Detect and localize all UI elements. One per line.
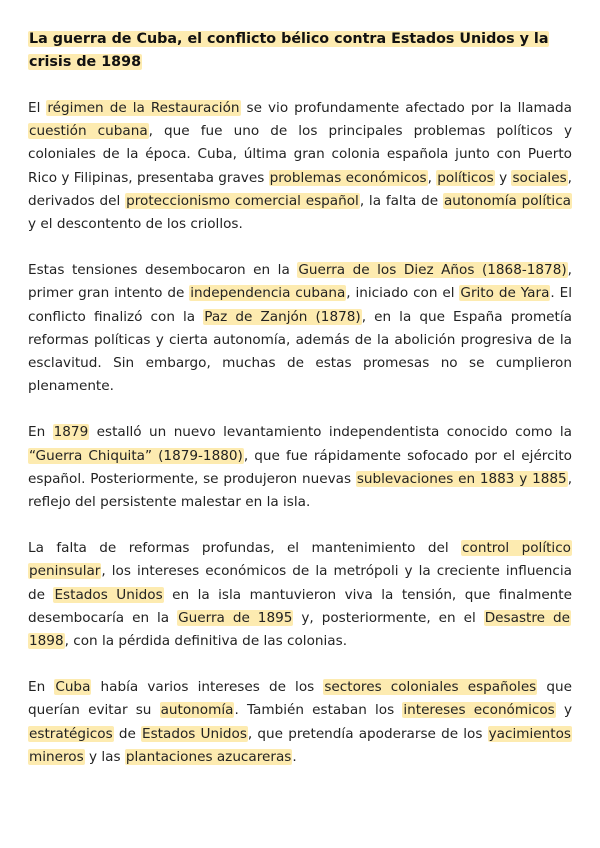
paragraph-text: . El conflicto finalizó con la bbox=[28, 285, 572, 325]
document-title bbox=[28, 28, 572, 74]
paragraph-text: y bbox=[494, 169, 512, 186]
highlighted-term: independencia cubana bbox=[190, 285, 346, 302]
document-page bbox=[28, 28, 572, 792]
paragraph-text: y, posteriormente, en el bbox=[293, 609, 484, 626]
paragraph-text: , los intereses económicos de la metrópoli y la creciente influencia de bbox=[28, 563, 572, 603]
paragraph-text: Estas tensiones desembocaron en la bbox=[28, 262, 298, 279]
highlighted-term: problemas económicos bbox=[269, 169, 427, 186]
paragraph-text: . También estaban los bbox=[234, 702, 403, 719]
paragraph-text: , con la pérdida definitiva de las colonias. bbox=[64, 633, 348, 650]
highlighted-term: autonomía bbox=[160, 702, 234, 719]
highlighted-term: régimen de la Restauración bbox=[47, 100, 240, 116]
paragraph-text: y las bbox=[84, 748, 125, 765]
paragraph-text: , en la que España prometía reformas políticas y cierta autonomía, además de la abolición progresiva de la esclavitud. Sin embargo, muchas de estas promesas no se cumplieron plenamente. bbox=[28, 308, 572, 395]
highlighted-term: estratégicos bbox=[29, 725, 113, 742]
paragraph-text: en la isla mantuvieron viva la tensión, que finalmente desembocaría en la bbox=[28, 586, 572, 626]
paragraph bbox=[28, 97, 572, 236]
paragraph-text: , reflejo del persistente malestar en la isla. bbox=[28, 470, 573, 511]
highlighted-term: políticos bbox=[437, 169, 494, 186]
paragraph-text: y el descontento de los criollos. bbox=[28, 216, 243, 233]
highlighted-term: sublevaciones en 1883 y 1885 bbox=[356, 470, 567, 487]
document-title-text: La guerra de Cuba, el conflicto bélico contra Estados Unidos y la crisis de 1898 bbox=[29, 31, 549, 70]
paragraph-text: había varios intereses de los bbox=[91, 679, 324, 696]
highlighted-term: Cuba bbox=[55, 679, 91, 696]
highlighted-term: cuestión cubana bbox=[29, 123, 148, 140]
paragraph-text: , la falta de bbox=[359, 192, 443, 209]
paragraph-text: El bbox=[28, 100, 47, 116]
highlighted-term: control político peninsular bbox=[29, 540, 571, 580]
paragraph-text: , bbox=[427, 169, 437, 186]
paragraph bbox=[28, 537, 572, 653]
paragraph-text: , derivados del bbox=[28, 169, 572, 209]
highlighted-term: sectores coloniales españoles bbox=[324, 679, 537, 696]
paragraph-text: , primer gran intento de bbox=[28, 262, 572, 302]
document-body bbox=[28, 97, 572, 769]
highlighted-term: proteccionismo comercial español bbox=[126, 192, 359, 209]
highlighted-term: autonomía política bbox=[443, 192, 572, 209]
highlighted-term: Desastre de 1898 bbox=[29, 609, 570, 650]
paragraph bbox=[28, 259, 572, 398]
paragraph bbox=[28, 421, 572, 514]
highlighted-term: “Guerra Chiquita” (1879-1880) bbox=[29, 447, 243, 464]
highlighted-term: Guerra de los Diez Años (1868-1878) bbox=[298, 262, 567, 279]
highlighted-term: 1879 bbox=[53, 424, 89, 441]
paragraph-text: La falta de reformas profundas, el mantenimiento del bbox=[28, 540, 462, 557]
highlighted-term: Estados Unidos bbox=[54, 586, 163, 603]
paragraph-text: . bbox=[292, 748, 297, 765]
highlighted-term: sociales bbox=[512, 169, 567, 186]
highlighted-term: plantaciones azucareras bbox=[125, 748, 292, 765]
paragraph-text: En bbox=[28, 679, 55, 696]
paragraph-text: de bbox=[113, 725, 142, 742]
paragraph-text: , que fue rápidamente sofocado por el ejército español. Posteriormente, se produjeron nuevas bbox=[28, 447, 572, 487]
highlighted-term: Grito de Yara bbox=[460, 285, 550, 302]
paragraph-text: , que pretendía apoderarse de los bbox=[247, 725, 488, 742]
paragraph-text: En bbox=[28, 424, 53, 441]
paragraph-text: , que fue uno de los principales problemas políticos y coloniales de la época. Cuba, última gran colonia española junto con Puerto Rico y Filipinas, presentaba graves bbox=[28, 123, 573, 186]
highlighted-term: Guerra de 1895 bbox=[178, 609, 293, 626]
highlighted-term: yacimientos mineros bbox=[29, 725, 571, 765]
highlighted-term: Paz de Zanjón (1878) bbox=[204, 308, 361, 325]
highlighted-term: intereses económicos bbox=[403, 702, 555, 719]
paragraph bbox=[28, 676, 572, 769]
paragraph-text: estalló un nuevo levantamiento independentista conocido como la bbox=[89, 424, 572, 441]
paragraph-text: y bbox=[555, 702, 572, 719]
paragraph-text: se vio profundamente afectado por la llamada bbox=[240, 100, 572, 116]
paragraph-text: , iniciado con el bbox=[346, 285, 460, 302]
highlighted-term: Estados Unidos bbox=[142, 725, 247, 742]
paragraph-text: que querían evitar su bbox=[28, 679, 572, 719]
